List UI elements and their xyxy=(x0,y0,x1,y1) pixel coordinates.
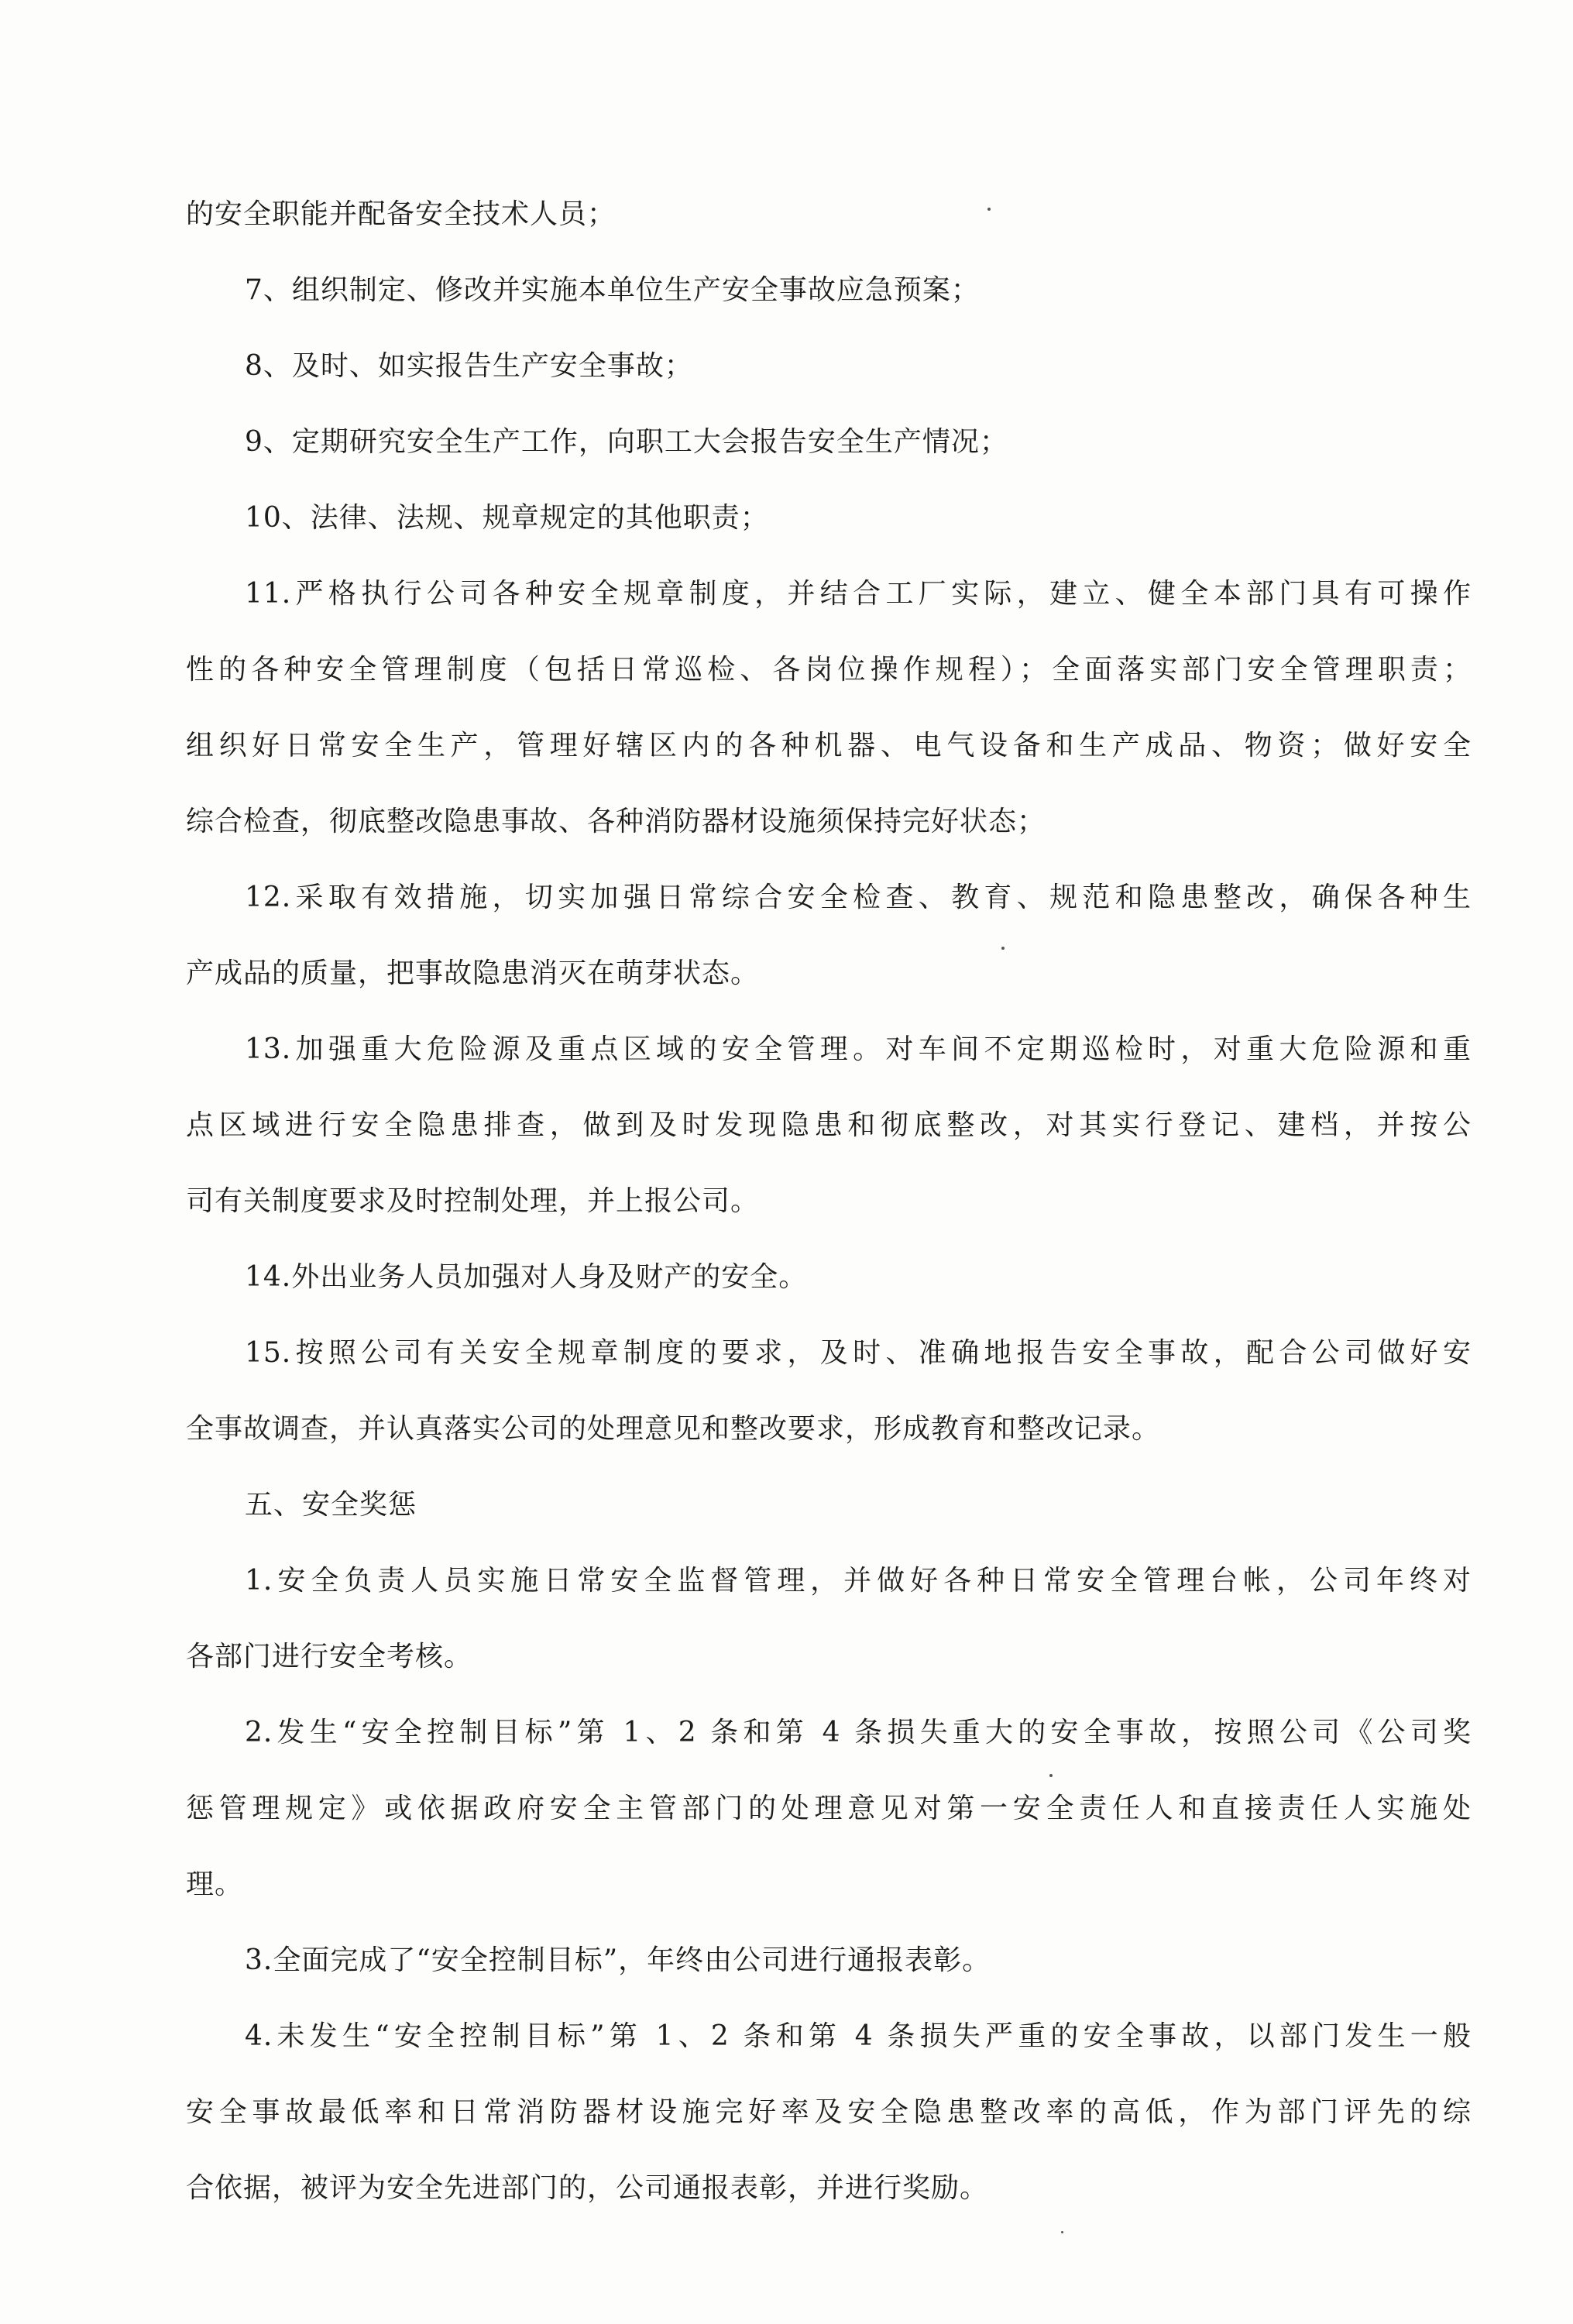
rule-1-line-2: 各部门进行安全考核。 xyxy=(186,1641,473,1673)
scan-speck xyxy=(987,208,991,211)
rule-1-line-1: 1.安全负责人员实施日常安全监督管理，并做好各种日常安全管理台帐，公司年终对 xyxy=(245,1565,1472,1597)
scan-speck xyxy=(1049,1774,1053,1777)
rule-2-line-1: 2.发生“安全控制目标”第 1、2 条和第 4 条损失重大的安全事故，按照公司《公司奖 xyxy=(245,1717,1472,1748)
item-13-line-2: 点区域进行安全隐患排查，做到及时发现隐患和彻底整改，对其实行登记、建档，并按公 xyxy=(186,1109,1472,1141)
rule-3: 3.全面完成了“安全控制目标”，年终由公司进行通报表彰。 xyxy=(245,1944,991,1976)
item-15-line-1: 15.按照公司有关安全规章制度的要求，及时、准确地报告安全事故，配合公司做好安 xyxy=(245,1337,1472,1369)
section-heading: 五、安全奖惩 xyxy=(245,1489,417,1521)
rule-4-line-2: 安全事故最低率和日常消防器材设施完好率及安全隐患整改率的高低，作为部门评先的综 xyxy=(186,2096,1472,2128)
item-9: 9、定期研究安全生产工作，向职工大会报告安全生产情况； xyxy=(245,426,1008,458)
paragraph-line: 的安全职能并配备安全技术人员； xyxy=(186,198,616,230)
scan-speck xyxy=(1061,2231,1063,2233)
item-13-line-1: 13.加强重大危险源及重点区域的安全管理。对车间不定期巡检时，对重大危险源和重 xyxy=(245,1033,1472,1065)
item-13-line-3: 司有关制度要求及时控制处理，并上报公司。 xyxy=(186,1185,760,1217)
item-11-line-2: 性的各种安全管理制度（包括日常巡检、各岗位操作规程）；全面落实部门安全管理职责； xyxy=(186,654,1472,686)
item-7: 7、组织制定、修改并实施本单位生产安全事故应急预案； xyxy=(245,274,980,306)
rule-4-line-3: 合依据，被评为安全先进部门的，公司通报表彰，并进行奖励。 xyxy=(186,2172,989,2204)
item-15-line-2: 全事故调查，并认真落实公司的处理意见和整改要求，形成教育和整改记录。 xyxy=(186,1413,1161,1445)
rule-2-line-2: 惩管理规定》或依据政府安全主管部门的处理意见对第一安全责任人和直接责任人实施处 xyxy=(186,1793,1472,1824)
item-12-line-1: 12.采取有效措施，切实加强日常综合安全检查、教育、规范和隐患整改，确保各种生 xyxy=(245,882,1472,913)
item-10: 10、法律、法规、规章规定的其他职责； xyxy=(245,502,769,534)
item-14: 14.外出业务人员加强对人身及财产的安全。 xyxy=(245,1261,808,1293)
rule-2-line-3: 理。 xyxy=(186,1868,244,1900)
rule-4-line-1: 4.未发生“安全控制目标”第 1、2 条和第 4 条损失严重的安全事故，以部门发生一般 xyxy=(245,2020,1472,2052)
item-11-line-3: 组织好日常安全生产，管理好辖区内的各种机器、电气设备和生产成品、物资；做好安全 xyxy=(186,730,1472,761)
item-11-line-4: 综合检查，彻底整改隐患事故、各种消防器材设施须保持完好状态； xyxy=(186,806,1046,837)
item-12-line-2: 产成品的质量，把事故隐患消灭在萌芽状态。 xyxy=(186,957,760,989)
scan-speck xyxy=(1001,947,1005,950)
item-11-line-1: 11.严格执行公司各种安全规章制度，并结合工厂实际，建立、健全本部门具有可操作 xyxy=(245,578,1472,610)
item-8: 8、及时、如实报告生产安全事故； xyxy=(245,350,693,382)
